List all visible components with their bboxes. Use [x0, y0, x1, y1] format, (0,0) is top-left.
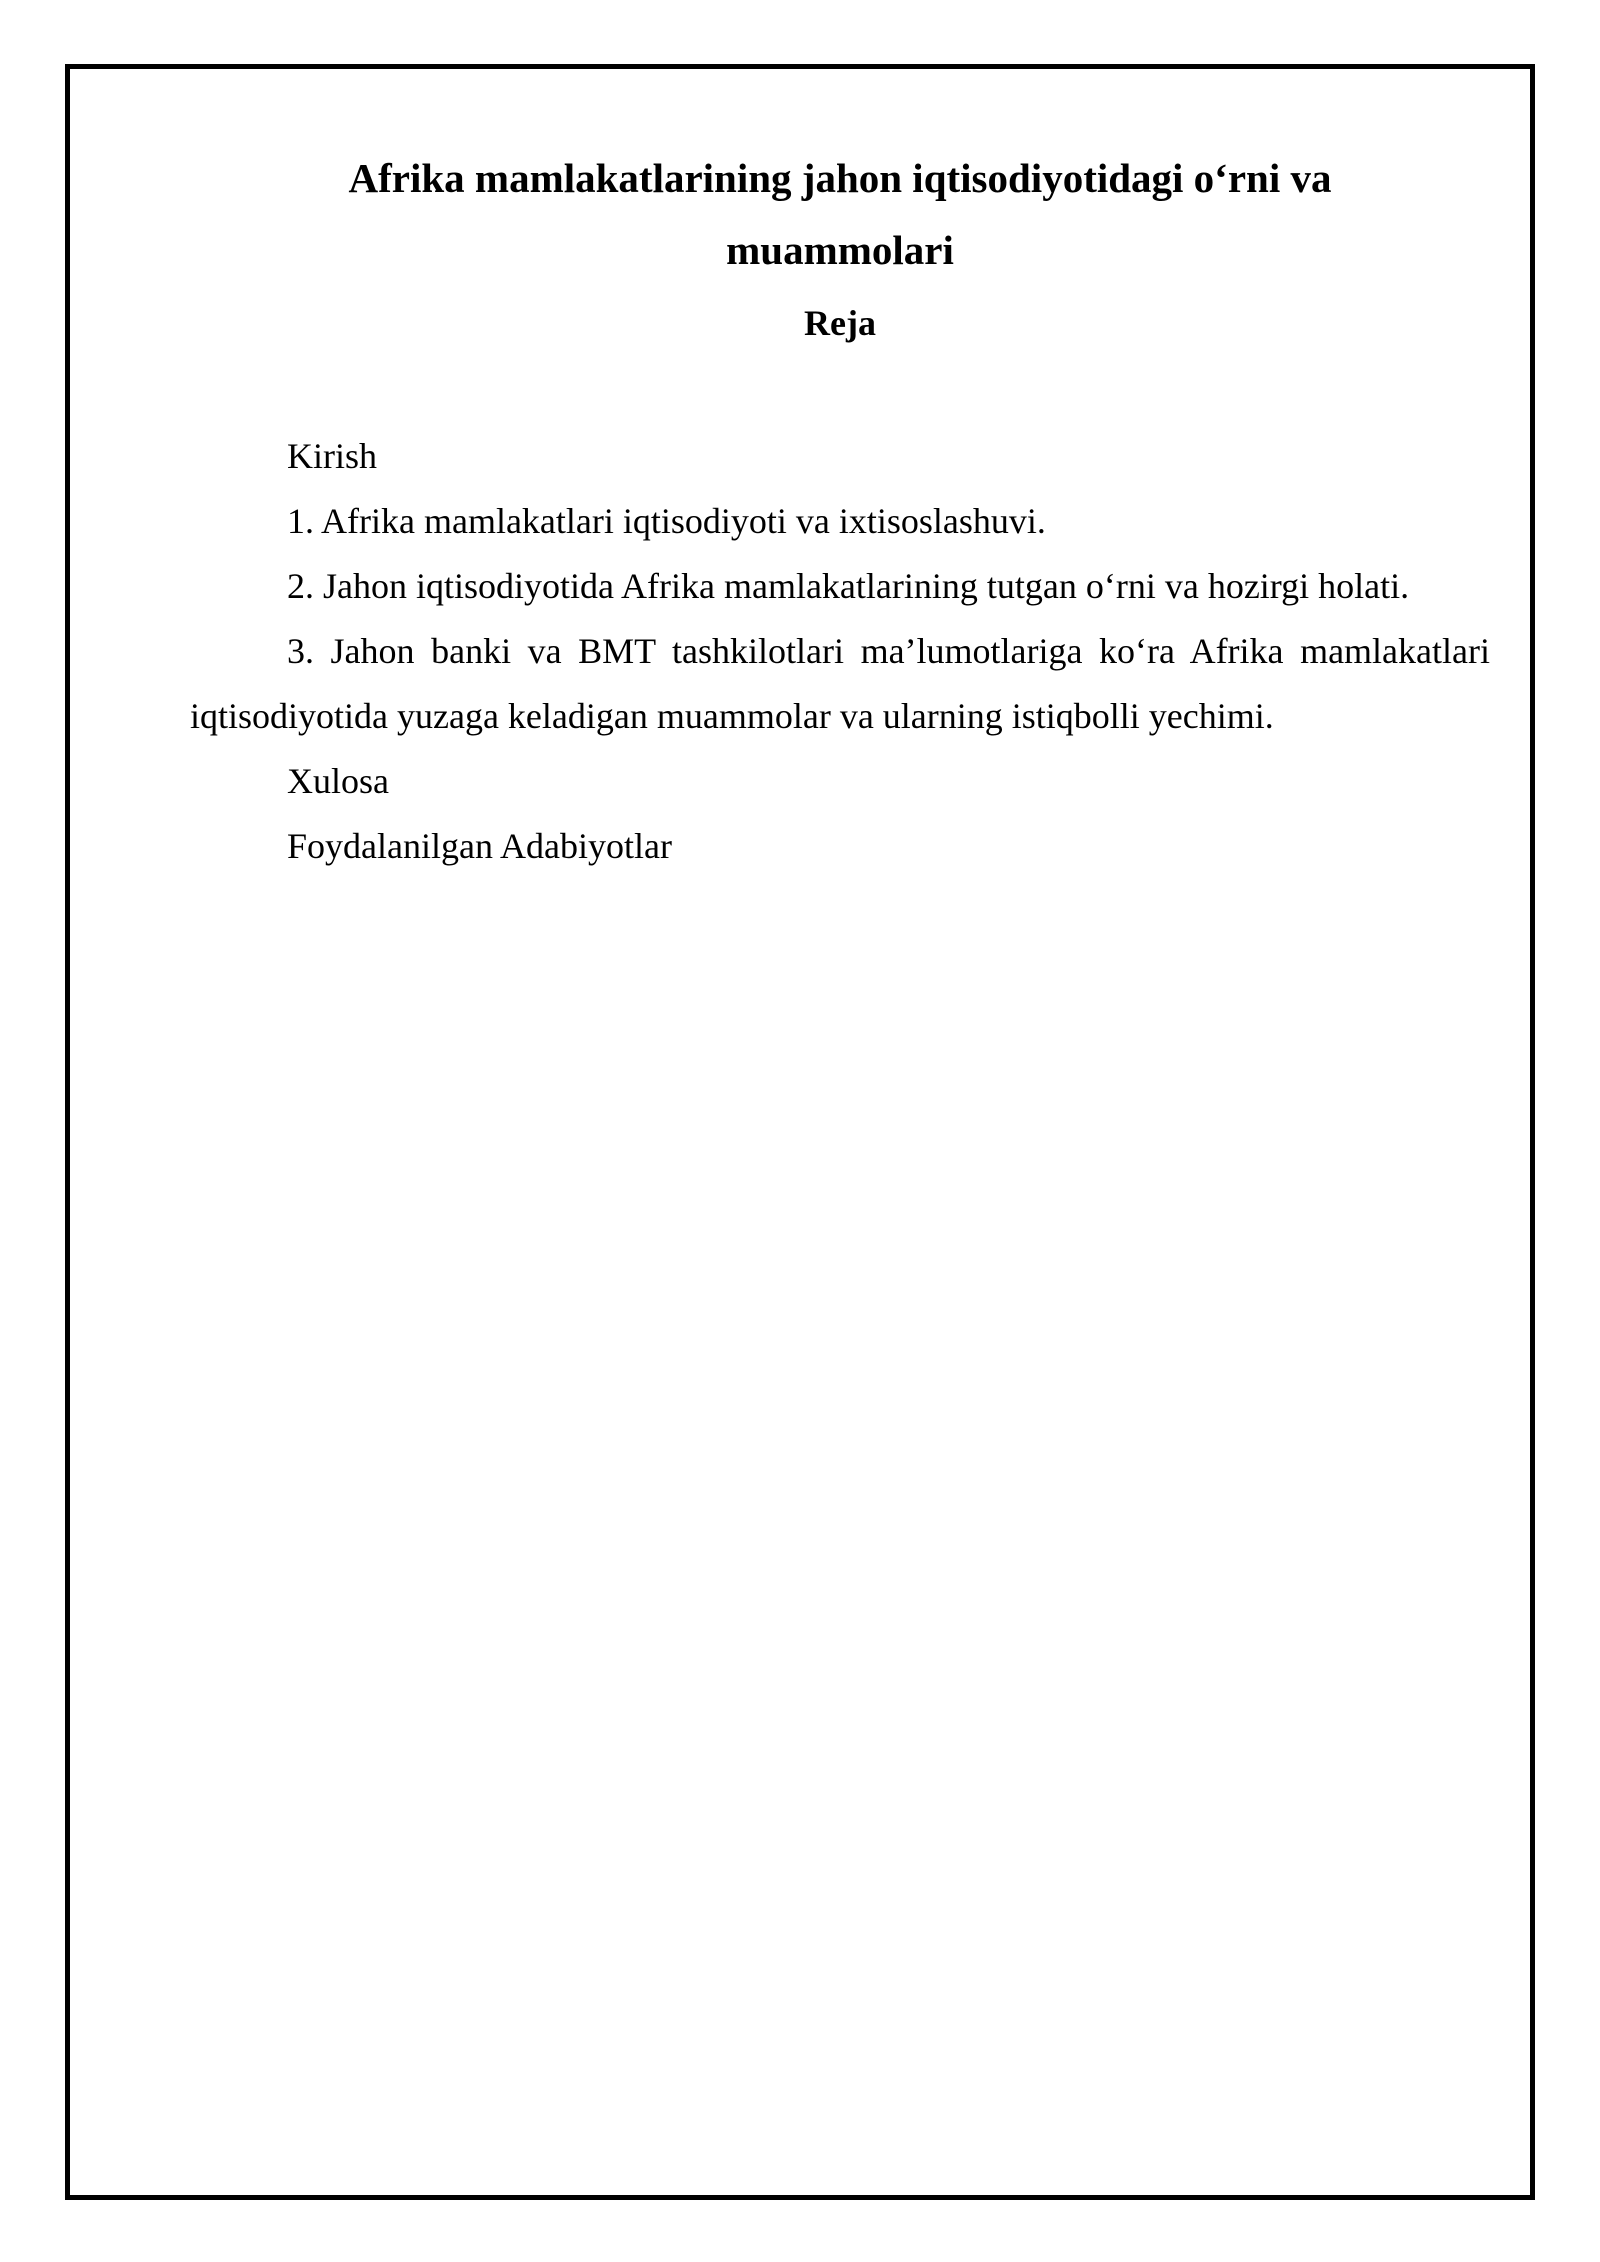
title-line-2: muammolari — [726, 227, 954, 273]
page-border — [65, 64, 1535, 2200]
plan-list — [190, 424, 1490, 879]
plan-item-references: Foydalanilgan Adabiyotlar — [287, 826, 672, 866]
plan-heading: Reja — [804, 303, 876, 343]
document-title — [250, 142, 1430, 286]
title-line-1: Afrika mamlakatlarining jahon iqtisodiyotidagi oʻrni va — [348, 155, 1332, 201]
plan-item-introduction: Kirish — [287, 436, 377, 476]
plan-item-1: 1. Afrika mamlakatlari iqtisodiyoti va ixtisoslashuvi. — [287, 501, 1046, 541]
plan-item-3: 3. Jahon banki va BMT tashkilotlari ma’lumotlariga koʻra Afrika mamlakatlari iqtisodiyotida yuzaga keladigan muammolar va ularning istiqbolli yechimi. — [190, 631, 1490, 736]
plan-item-conclusion: Xulosa — [287, 761, 389, 801]
plan-item-2: 2. Jahon iqtisodiyotida Afrika mamlakatlarining tutgan oʻrni va hozirgi holati. — [287, 566, 1410, 606]
